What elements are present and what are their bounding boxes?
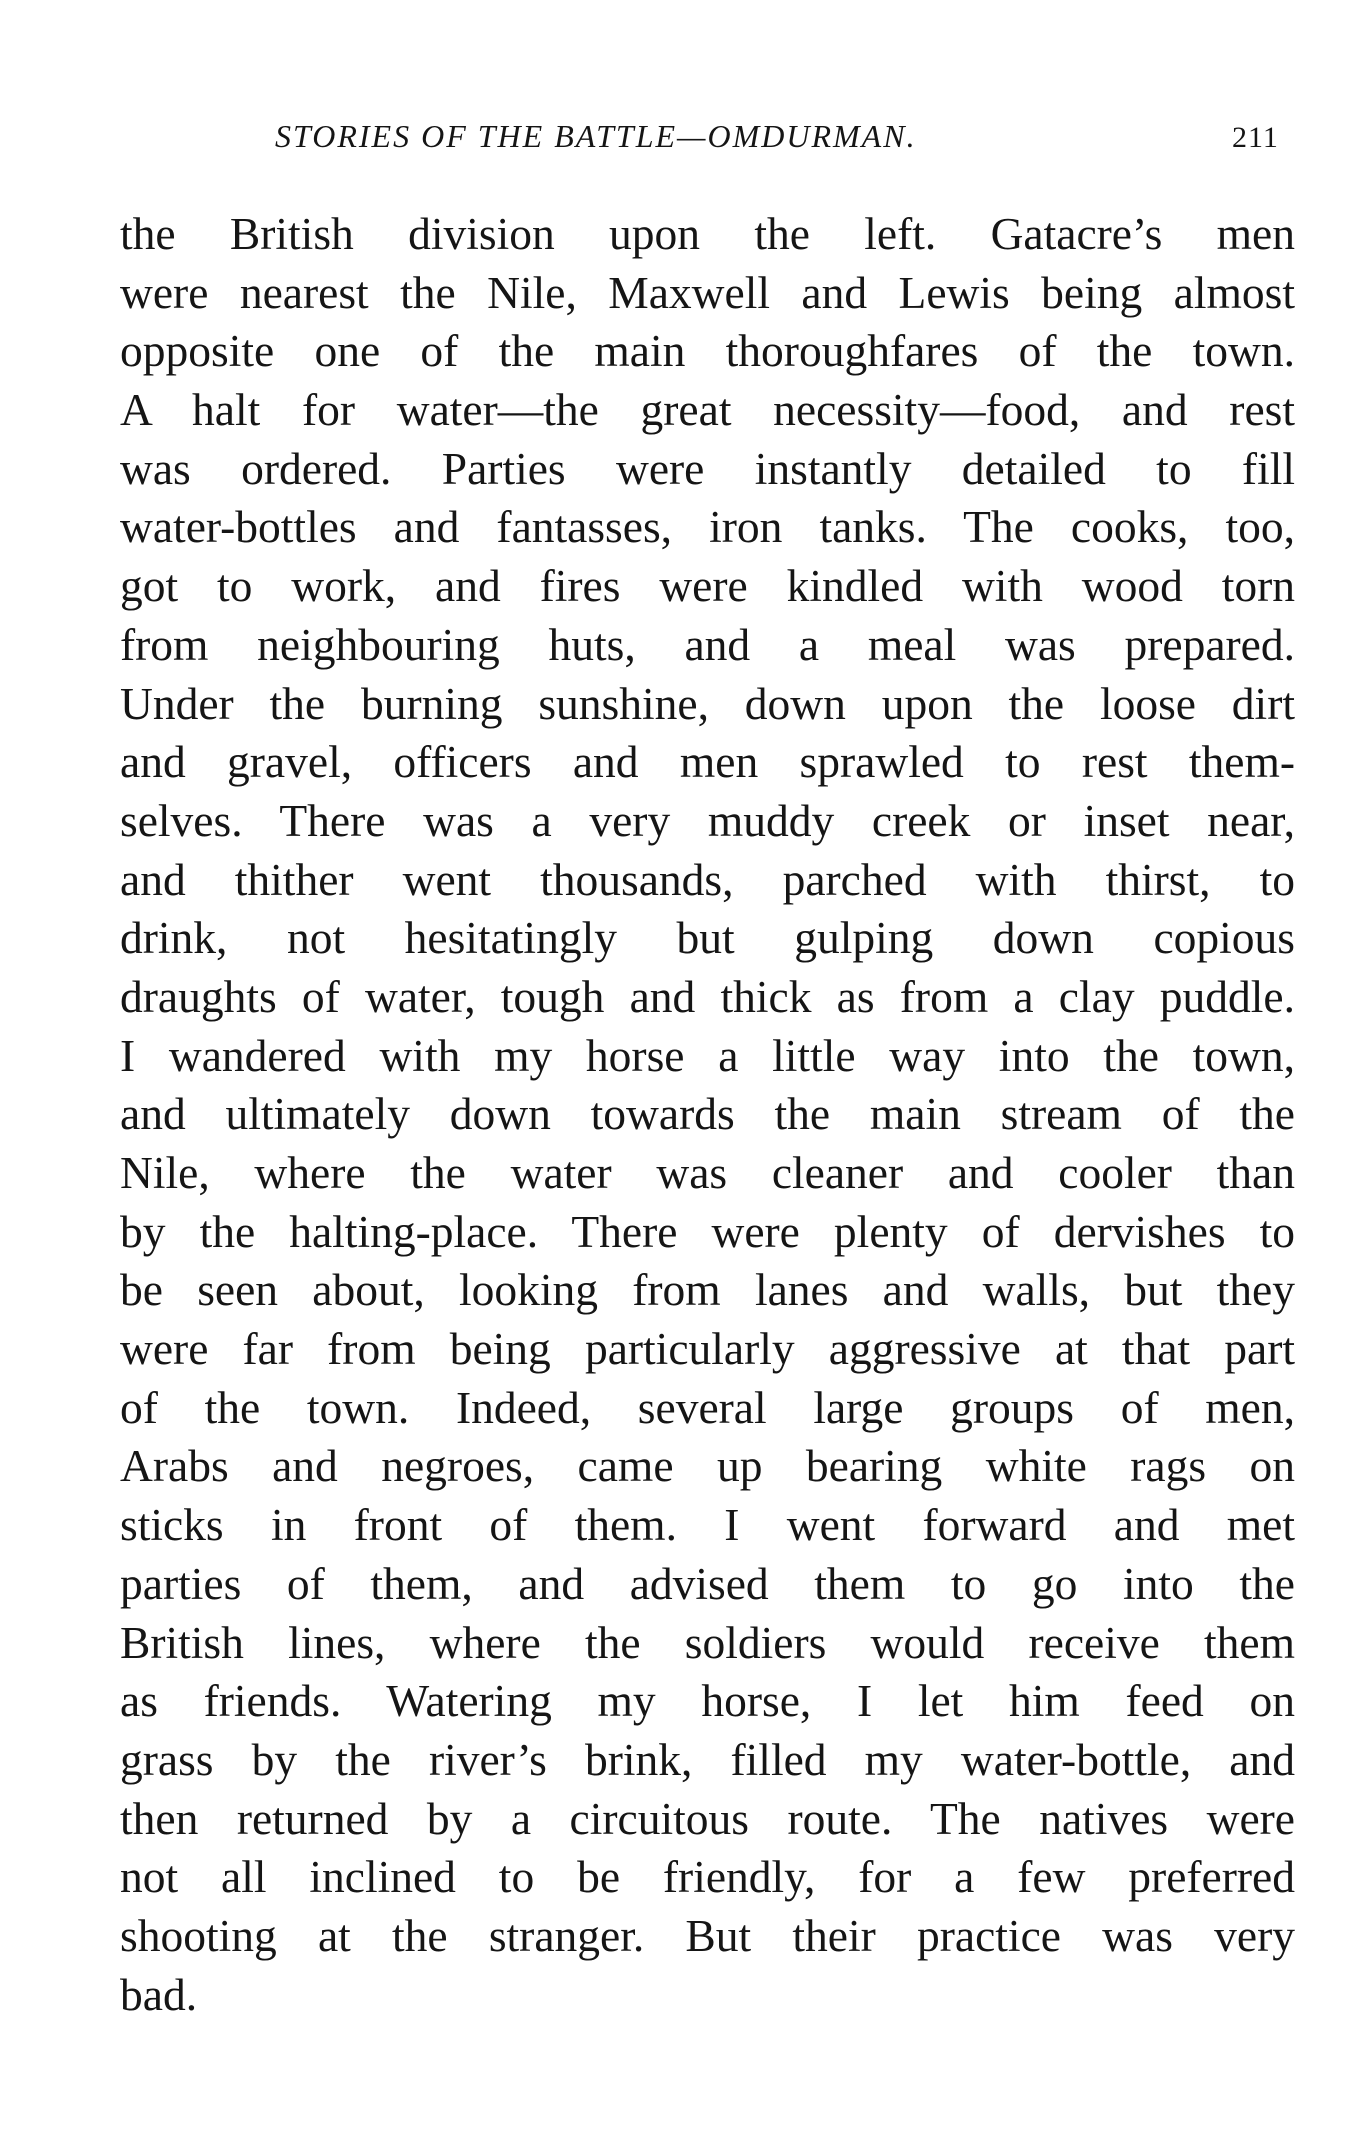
text-line: were far from being particularly aggressive at that part (120, 1323, 1295, 1375)
text-line: were nearest the Nile, Maxwell and Lewis being almost (120, 266, 1295, 318)
text-line: as friends. Watering my horse, I let him feed on (120, 1675, 1295, 1727)
text-line: drink, not hesitatingly but gulping down copious (120, 912, 1295, 964)
text-line: I wandered with my horse a little way into the town, (120, 1029, 1295, 1081)
text-line: selves. There was a very muddy creek or inset near, (120, 794, 1295, 846)
text-line: parties of them, and advised them to go into the (120, 1557, 1295, 1609)
text-line: of the town. Indeed, several large groups of men, (120, 1381, 1295, 1433)
text-line: shooting at the stranger. But their practice was very (120, 1909, 1295, 1961)
text-line: Arabs and negroes, came up bearing white rags on (120, 1440, 1295, 1492)
text-line: was ordered. Parties were instantly detailed to fill (120, 442, 1295, 494)
text-line: grass by the river’s brink, filled my water-bottle, and (120, 1733, 1295, 1785)
text-line: got to work, and fires were kindled with wood torn (120, 560, 1295, 612)
text-line: and gravel, officers and men sprawled to rest them- (120, 736, 1295, 788)
text-line: not all inclined to be friendly, for a few preferred (120, 1851, 1295, 1903)
text-line: Nile, where the water was cleaner and cooler than (120, 1147, 1295, 1198)
text-line: be seen about, looking from lanes and walls, but they (120, 1264, 1295, 1316)
text-line: and ultimately down towards the main stream of the (120, 1088, 1295, 1140)
page-number: 211 (1232, 121, 1279, 154)
text-line: and thither went thousands, parched with thirst, to (120, 853, 1295, 905)
text-line: the British division upon the left. Gatacre’s men (120, 208, 1295, 259)
text-line: then returned by a circuitous route. The natives were (120, 1792, 1295, 1844)
text-line: water-bottles and fantasses, iron tanks. The cooks, too, (120, 501, 1295, 553)
text-line: by the halting-place. There were plenty of dervishes to (120, 1205, 1295, 1257)
text-line: sticks in front of them. I went forward and met (120, 1499, 1295, 1551)
text-line: from neighbouring huts, and a meal was prepared. (120, 618, 1295, 670)
text-line: A halt for water—the great necessity—food, and rest (120, 384, 1295, 436)
text-line: draughts of water, tough and thick as from a clay puddle. (120, 970, 1295, 1022)
text-line: British lines, where the soldiers would receive them (120, 1616, 1295, 1668)
body-text (120, 205, 1295, 2024)
text-line: Under the burning sunshine, down upon the loose dirt (120, 677, 1295, 729)
text-line: opposite one of the main thoroughfares of the town. (120, 325, 1295, 377)
text-line: bad. (120, 1968, 198, 2020)
running-title: STORIES OF THE BATTLE—OMDURMAN. (275, 118, 917, 154)
